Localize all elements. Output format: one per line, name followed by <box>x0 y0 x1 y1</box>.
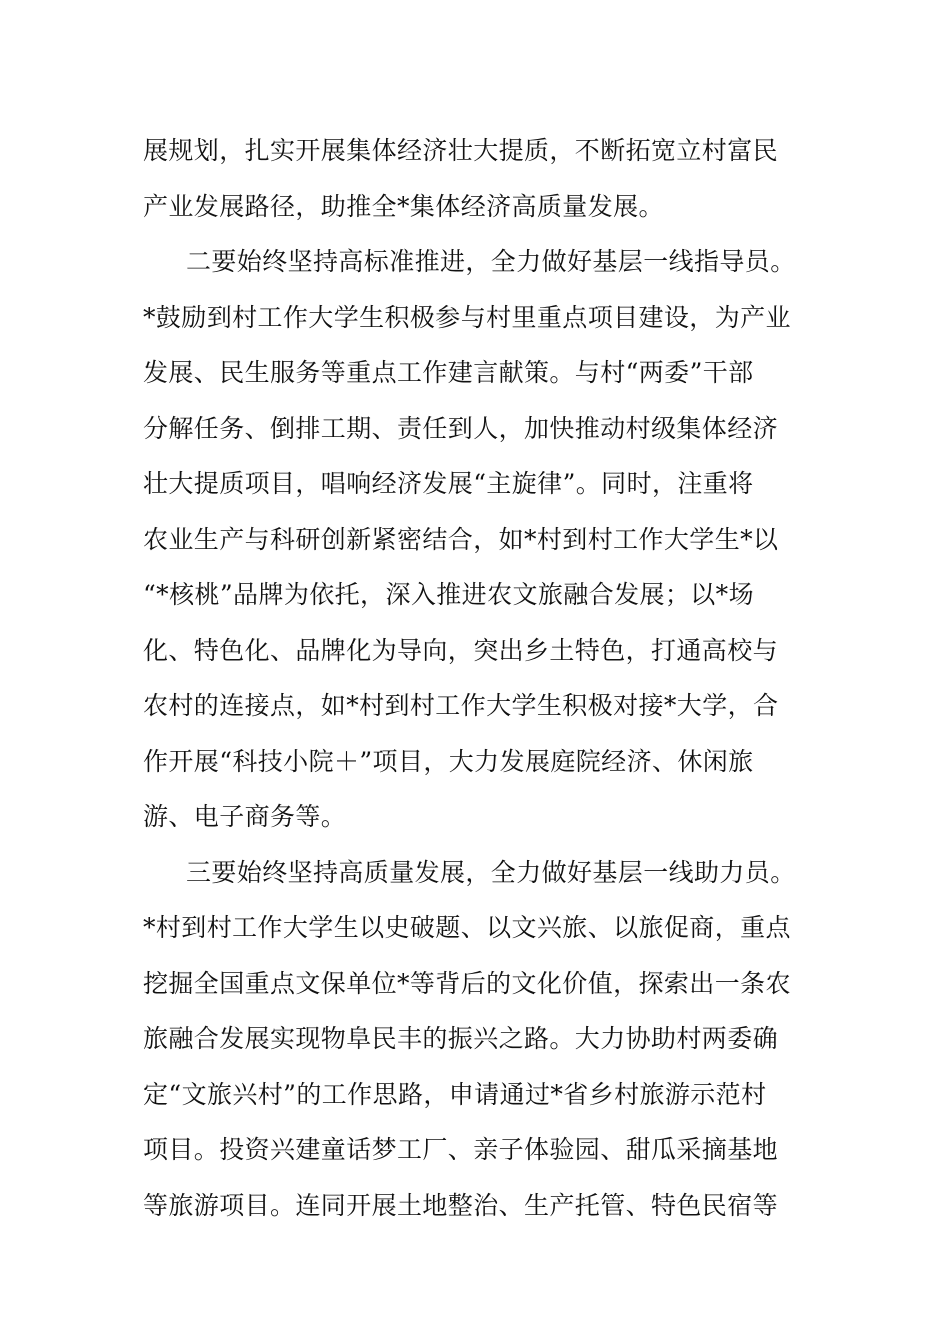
text-line: *鼓励到村工作大学生积极参与村里重点项目建设，为产业 <box>143 302 791 332</box>
text-line: 等旅游项目。连同开展土地整治、生产托管、特色民宿等 <box>143 1190 779 1220</box>
text-line: *村到村工作大学生以史破题、以文兴旅、以旅促商，重点 <box>143 913 791 942</box>
text-line: 定“文旅兴村”的工作思路，申请通过*省乡村旅游示范村 <box>143 1079 767 1109</box>
text-line: 分解任务、倒排工期、责任到人，加快推动村级集体经济 <box>143 413 779 443</box>
paragraph-start-line: 三要始终坚持高质量发展，全力做好基层一线助力员。 <box>186 857 796 887</box>
text-line: 旅融合发展实现物阜民丰的振兴之路。大力协助村两委确 <box>143 1024 779 1053</box>
text-line: 农业生产与科研创新紧密结合，如*村到村工作大学生*以 <box>143 524 779 554</box>
text-line: “*核桃”品牌为依托，深入推进农文旅融合发展；以*场 <box>143 580 754 609</box>
text-line: 农村的连接点，如*村到村工作大学生积极对接*大学，合 <box>143 691 779 720</box>
text-line: 挖掘全国重点文保单位*等背后的文化价值，探索出一条农 <box>143 968 791 998</box>
text-line: 游、电子商务等。 <box>143 802 347 831</box>
text-line: 产业发展路径，助推全*集体经济高质量发展。 <box>143 191 664 221</box>
text-line: 壮大提质项目，唱响经济发展“主旋律”。同时，注重将 <box>143 469 754 498</box>
paragraph-start-line: 二要始终坚持高标准推进，全力做好基层一线指导员。 <box>186 247 796 276</box>
text-line: 作开展“科技小院＋”项目，大力发展庭院经济、休闲旅 <box>143 746 754 776</box>
document-body <box>143 123 808 1233</box>
text-line: 发展、民生服务等重点工作建言献策。与村“两委”干部 <box>143 358 754 387</box>
text-line: 项目。投资兴建童话梦工厂、亲子体验园、甜瓜采摘基地 <box>143 1135 779 1164</box>
text-line: 化、特色化、品牌化为导向，突出乡土特色，打通高校与 <box>143 635 779 665</box>
text-line: 展规划，扎实开展集体经济壮大提质，不断拓宽立村富民 <box>143 136 779 165</box>
